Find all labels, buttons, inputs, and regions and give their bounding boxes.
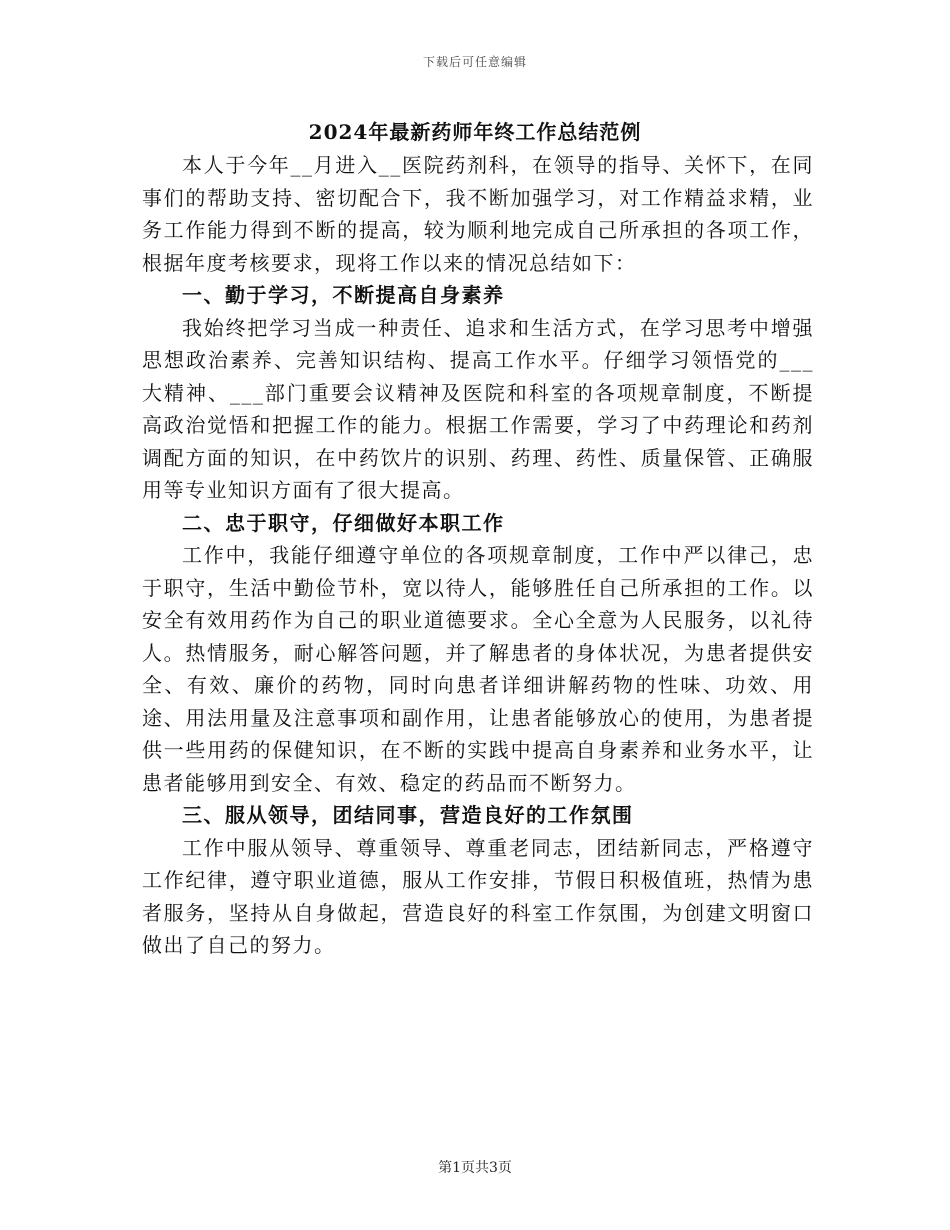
section-1-paragraph: 我始终把学习当成一种责任、追求和生活方式，在学习思考中增强思想政治素养、完善知识结构、提高工作水平。仔细学习领悟党的___大精神、___部门重要会议精神及医院和科室的各项规章制度，不断提高政治觉悟和把握工作的能力。根据工作需要，学习了中药理论和药剂调配方面的知识，在中药饮片的识别、药理、药性、质量保管、正确服用等专业知识方面有了很大提高。 [142,315,814,502]
page-number-footer: 第1页共3页 [438,1160,512,1176]
document-title: 2024年最新药师年终工作总结范例 [308,120,642,144]
document-body [142,149,814,962]
section-heading-3: 三、服从领导，团结同事，营造良好的工作氛围 [182,803,634,827]
section-heading-2: 二、忠于职守，仔细做好本职工作 [182,510,505,535]
intro-paragraph: 本人于今年__月进入__医院药剂科，在领导的指导、关怀下，在同事们的帮助支持、密切配合下，我不断加强学习，对工作精益求精，业务工作能力得到不断的提高，较为顺利地完成自己所承担的各项工作，根据年度考核要求，现将工作以来的情况总结如下： [142,153,814,275]
section-2-paragraph: 工作中，我能仔细遵守单位的各项规章制度，工作中严以律己，忠于职守，生活中勤俭节朴，宽以待人，能够胜任自己所承担的工作。以安全有效用药作为自己的职业道德要求。全心全意为人民服务，以礼待人。热情服务，耐心解答问题，并了解患者的身体状况，为患者提供安全、有效、廉价的药物，同时向患者详细讲解药物的性味、功效、用途、用法用量及注意事项和副作用，让患者能够放心的使用，为患者提供一些用药的保健知识，在不断的实践中提高自身素养和业务水平，让患者能够用到安全、有效、稳定的药品而不断努力。 [142,543,814,795]
section-heading-1: 一、勤于学习，不断提高自身素养 [182,283,505,307]
header-note: 下载后可任意编辑 [422,55,527,69]
section-3-paragraph: 工作中服从领导、尊重领导、尊重老同志，团结新同志，严格遵守工作纪律，遵守职业道德，服从工作安排，节假日积极值班，热情为患者服务，坚持从自身做起，营造良好的科室工作氛围，为创建文明窗口做出了自己的努力。 [142,835,814,957]
